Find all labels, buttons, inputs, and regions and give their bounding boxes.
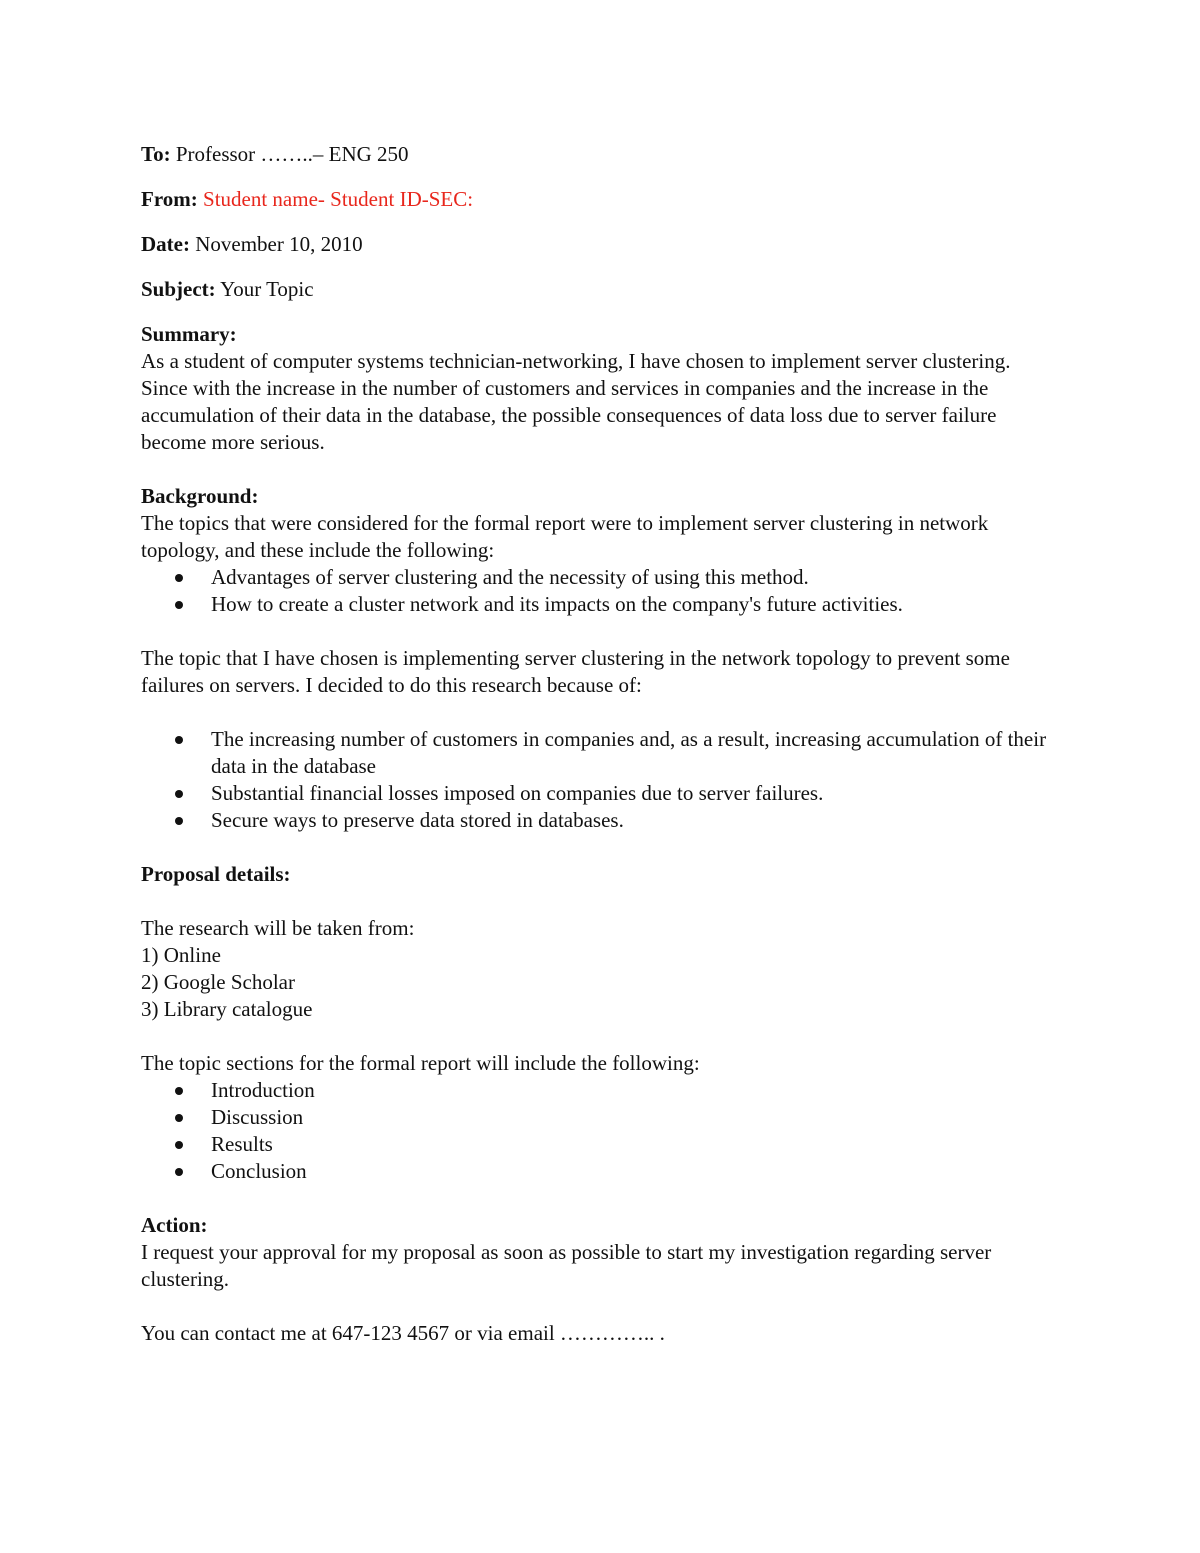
bullet-icon	[175, 1141, 183, 1149]
topics-list	[141, 564, 1061, 618]
date-line	[141, 231, 1061, 258]
bullet-icon	[175, 736, 183, 744]
list-item-text: How to create a cluster network and its impacts on the company's future activities.	[211, 592, 903, 616]
proposal-section	[141, 861, 1061, 1185]
proposal-heading: Proposal details:	[141, 862, 291, 886]
summary-section	[141, 321, 1061, 456]
action-heading: Action:	[141, 1213, 208, 1237]
bullet-icon	[175, 1168, 183, 1176]
bullet-icon	[175, 817, 183, 825]
sections-intro: The topic sections for the formal report will include the following:	[141, 1051, 700, 1075]
list-item-text: Discussion	[211, 1105, 304, 1129]
bullet-icon	[175, 601, 183, 609]
list-item-text: The increasing number of customers in companies and, as a result, increasing accumulation of their data in the database	[211, 727, 1047, 778]
list-item	[141, 1158, 1061, 1185]
from-label: From:	[141, 187, 198, 211]
bullet-icon	[175, 574, 183, 582]
summary-text: As a student of computer systems technician-networking, I have chosen to implement server clustering. Since with the increase in the number of customers and services in companies and the increase in the accumulation of their data in the database, the possible consequences of data loss due to server failure become more serious.	[141, 349, 1016, 454]
sources-intro: The research will be taken from:	[141, 916, 415, 940]
bullet-icon	[175, 1087, 183, 1095]
list-item-text: Results	[211, 1132, 273, 1156]
reasons-list	[141, 726, 1061, 834]
source-item: 1) Online	[141, 943, 221, 967]
list-item	[141, 780, 1061, 807]
background-section	[141, 483, 1061, 834]
from-value: Student name- Student ID-SEC:	[203, 187, 474, 211]
list-item	[141, 591, 1061, 618]
list-item	[141, 1077, 1061, 1104]
list-item-text: Conclusion	[211, 1159, 307, 1183]
subject-label: Subject:	[141, 277, 216, 301]
background-heading: Background:	[141, 484, 259, 508]
from-line	[141, 186, 1061, 213]
subject-value: Your Topic	[215, 277, 314, 301]
bullet-icon	[175, 790, 183, 798]
to-label: To:	[141, 142, 171, 166]
action-text: I request your approval for my proposal as soon as possible to start my investigation regarding server clustering.	[141, 1240, 997, 1291]
sections-list	[141, 1077, 1061, 1185]
memo-page	[141, 141, 1061, 1347]
background-choice: The topic that I have chosen is implementing server clustering in the network topology to prevent some failures on servers. I decided to do this research because of:	[141, 646, 1016, 697]
action-section	[141, 1212, 1061, 1347]
list-item-text: Substantial financial losses imposed on companies due to server failures.	[211, 781, 824, 805]
to-value: Professor ……..– ENG 250	[170, 142, 409, 166]
contact-line: You can contact me at 647-123 4567 or via email ………….. .	[141, 1321, 665, 1345]
list-item	[141, 1104, 1061, 1131]
bullet-icon	[175, 1114, 183, 1122]
list-item	[141, 564, 1061, 591]
summary-heading: Summary:	[141, 322, 237, 346]
source-item: 3) Library catalogue	[141, 997, 313, 1021]
list-item	[141, 1131, 1061, 1158]
subject-line	[141, 276, 1061, 303]
list-item-text: Advantages of server clustering and the necessity of using this method.	[211, 565, 809, 589]
to-line	[141, 141, 1061, 168]
list-item	[141, 726, 1061, 780]
list-item-text: Introduction	[211, 1078, 315, 1102]
date-label: Date:	[141, 232, 190, 256]
source-item: 2) Google Scholar	[141, 970, 295, 994]
background-intro: The topics that were considered for the formal report were to implement server clustering in network topology, and these include the following:	[141, 511, 994, 562]
list-item-text: Secure ways to preserve data stored in databases.	[211, 808, 624, 832]
date-value: November 10, 2010	[189, 232, 363, 256]
list-item	[141, 807, 1061, 834]
